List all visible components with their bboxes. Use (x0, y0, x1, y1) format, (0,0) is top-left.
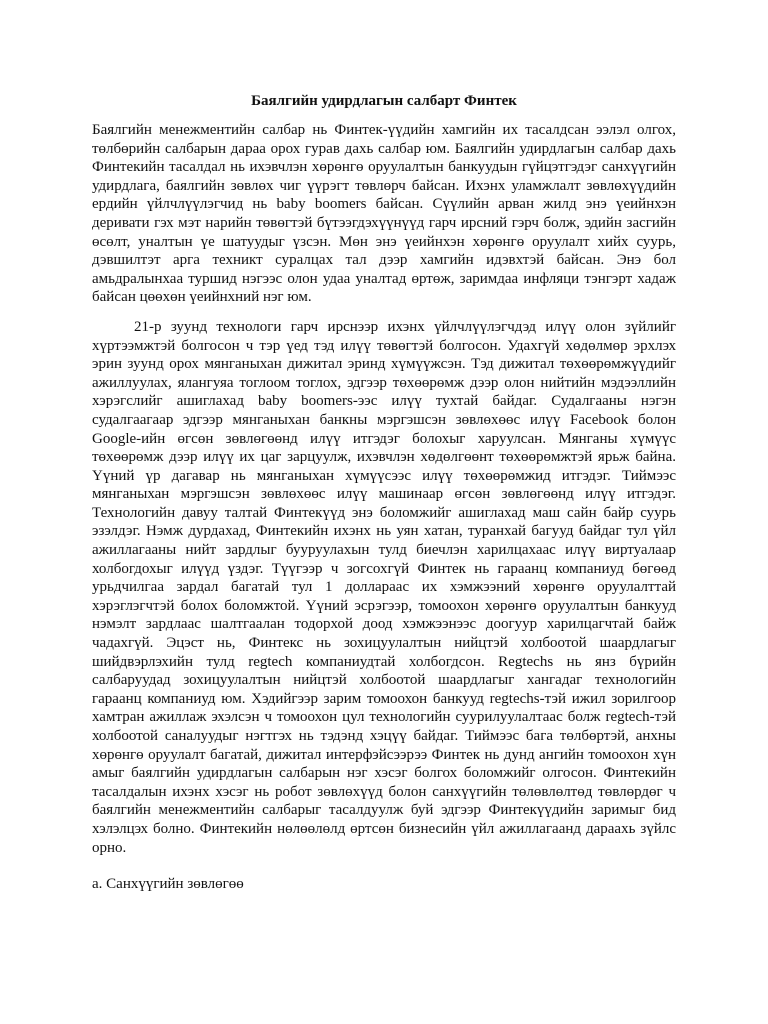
document-page (92, 92, 676, 894)
document-title: Баялгийн удирдлагын салбарт Финтек (251, 93, 517, 109)
section-heading-financial-advice: а. Санхүүгийн зөвлөгөө (92, 876, 244, 893)
paragraph-intro: Баялгийн менежментийн салбар нь Финтек-үүдийн хамгийн их тасалдсан ээлэл олгох, төлбөрийн салбарын дараа орох гурав дахь салбар юм. Баялгийн удирдлагын салбар дахь Финтекийн тасалдал нь ихэвчлэн хөрөнгө оруулалтын банкуудын гүйцэтгэдэг санхүүгийн удирдлага, баялгийн зөвлөх чиг үүрэгт төвлөрч байсан. Ихэнх уламжлалт зөвлөхүүдийн ердийн үйлчлүүлэгчид нь baby boomers байсан. Сүүлийн арван жилд энэ үеийнхэн деривати гэх мэт нарийн төвөгтэй бүтээгдэхүүнүүд гарч ирсний гэрч болж, эдийн засгийн өсөлт, уналтын үе шатуудыг үзсэн. Мөн энэ үеийнхэн хөрөнгө оруулалт хийх суурь, дэвшилтэт арга техникт суралцах тал дээр хамгийн идэвхтэй байсан. Энэ бол амьдралынхаа туршид нэгээс олон удаа уналтад өртөж, заримдаа инфляци тэнгэрт хадаж байсан цөөхөн үеийнхний нэг юм. (92, 122, 676, 306)
paragraph-technology: 21-р зуунд технологи гарч ирснээр ихэнх үйлчлүүлэгчдэд илүү олон зүйлийг хүртээмжтэй болгосон ч тэр үед тэд илүү төвөгтэй болгосон. Удахгүй хөдөлмөр эрхлэх эрин зуунд орох мянганыхан дижитал эринд хүмүүжсэн. Тэд дижитал төхөөрөмжүүдийг ажиллуулах, ялангуяа тоглоом тоглох, эдгээр төхөөрөмж дээр олон нийтийн мэдээллийн хэрэгслийг ашиглахад baby boomers-ээс илүү тухтай байдаг. Судалгааны нэгэн судалгаагаар эдгээр мянганыхан банкны мэргэшсэн зөвлөхөөс илүү Facebook болон Google-ийн өгсөн зөвлөгөөнд илүү итгэдэг болохыг харуулсан. Мянганы хүмүүс төхөөрөмж дээр илүү их цаг зарцуулж, ихэвчлэн хөдөлгөөнт төхөөрөмжтэй ярьж байна. Үүний үр дагавар нь мянганыхан хүмүүсээс илүү төхөөрөмжид итгэдэг. Тиймээс мянганыхан мэргэшсэн зөвлөхөөс илүү машинаар өгсөн зөвлөгөөнд илүү итгэдэг. Технологийн давуу талтай Финтекүүд энэ боломжийг ашиглахад маш сайн байр суурь эзэлдэг. Нэмж дурдахад, Финтекийн ихэнх нь уян хатан, туранхай багууд байдаг тул үйл ажиллагааны нийт зардлыг бууруулахын тулд биечлэн харилцахаас илүү виртуалаар холбогдохыг илүүд үздэг. Түүгээр ч зогсохгүй Финтек нь гараанц компаниуд бөгөөд урьдчилгаа зардал багатай тул 1 доллараас их хэмжээний хөрөнгө оруулалттай хэрэглэгчтэй болох боломжтой. Үүний эсрэгээр, томоохон хөрөнгө оруулалтын банкууд нэмэлт зардлаас шалтгаалан тодорхой доод хэмжээнээс доогуур харилцагчтай байж чадахгүй. Эцэст нь, Финтекс нь зохицуулалтын нийцтэй холбоотой шаардлагыг шийдвэрлэхийн тулд regtech компаниудтай холбогдсон. Regtechs нь янз бүрийн салбаруудад зохицуулалтын нийцтэй холбоотой шаардлагыг хангадаг технологийн гараанц компаниуд юм. Хэдийгээр зарим томоохон банкууд regtechs-тэй ижил зорилгоор хамтран ажиллаж эхэлсэн ч томоохон цул технологийн суурилуулалтаас болж regtech-тэй холбоотой саналуудыг нэгтгэх нь тэдэнд хэцүү байдаг. Тиймээс бага төлбөртэй, анхны хөрөнгө оруулалт багатай, дижитал интерфэйсээрээ Финтек нь дунд ангийн томоохон хүн амыг баялгийн удирдлагын салбарын нэг хэсэг болгох боломжийг олгосон. Финтекийн тасалдалын ихэнх хэсэг нь робот зөвлөхүүд болон санхүүгийн төлөвлөлтөд төвлөрдөг ч баялгийн менежментийн салбарыг тасалдуулж буй эдгээр Финтекүүдийн заримыг бид хэлэлцэх болно. Финтекийн нөлөөлөлд өртсөн бизнесийн үйл ажиллагаанд дараахь зүйлс орно. (92, 318, 676, 856)
